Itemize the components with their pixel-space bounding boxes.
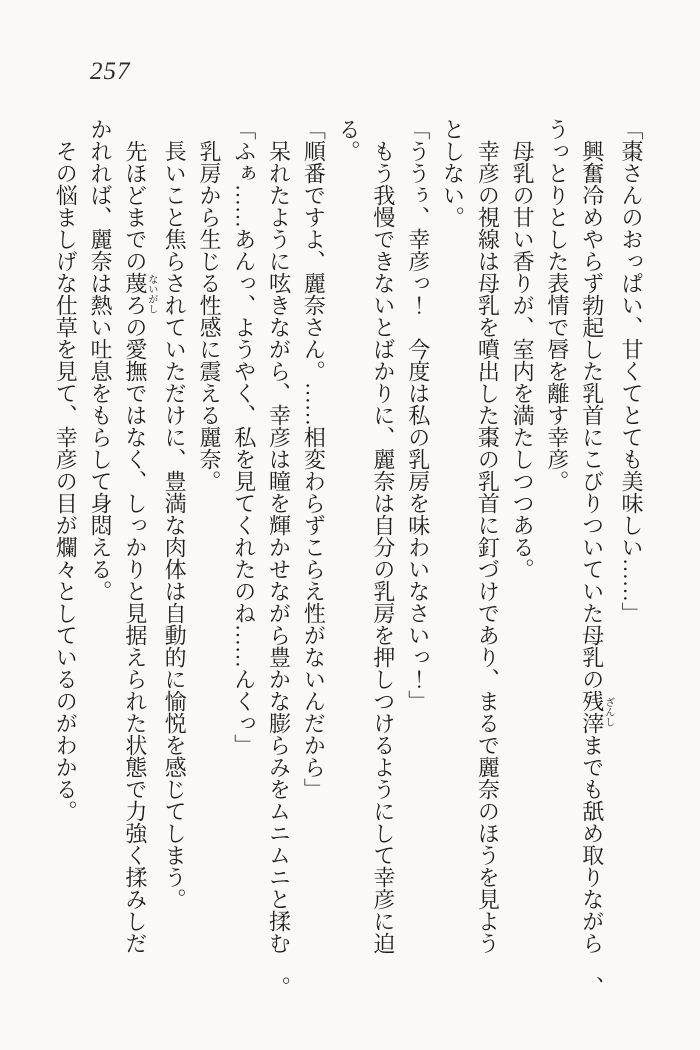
paragraph: 呆れたように呟きながら、幸彦は瞳を輝かせながら豊かな膨らみをムニムニと揉む。 [266,140,292,998]
paragraph: 長いこと焦らされていただけに、豊満な肉体は自動的に愉悦を感じてしまう。 [162,140,188,910]
furigana: ないがし [145,272,157,316]
paragraph: 「ううぅ、幸彦っ！ 今度は私の乳房を味わいなさいっ！」 [405,118,431,712]
paragraph: 「棗さんのおっぱい、甘くてとても美味しい……」 [619,118,644,624]
paragraph: もう我慢できないとばかりに、麗奈は自分の乳房を押しつけるようにして幸彦に迫る。 [336,118,396,954]
text-body [47,118,648,998]
paragraph: 「ふぁ……あんっ、ようやく、私を見てくれたのね……んくっ」 [231,118,257,756]
paragraph: 先ほどまでの蔑ろないがしの愛撫ではなく、しっかりと見据えられた状態で力強く揉みしだかれれば、麗奈は熱い吐息をもらして身悶える。 [88,118,157,954]
paragraph: その悩ましげな仕草を見て、幸彦の目が爛々としているのがわかる。 [53,140,79,822]
ruby-annotated-word: 残滓ざんし [579,690,614,734]
page-number: 257 [90,58,131,85]
ruby-annotated-word: 蔑ろないがし [122,272,157,316]
paragraph: 乳房から生じる性感に震える麗奈。 [196,140,222,492]
paragraph: 興奮冷めやらず勃起した乳首にこびりついていた母乳の残滓ざんしまでも舐め取りながら、うっとりとした表情で唇を離す幸彦。 [544,118,614,998]
paragraph: 「順番ですよ、麗奈さん。……相変わらずこらえ性がないんだから」 [301,118,327,800]
furigana: ざんし [602,690,614,734]
paragraph: 幸彦の視線は母乳を噴出した棗の乳首に釘づけであり、まるで麗奈のほうを見ようとしない。 [440,118,501,954]
paragraph: 母乳の甘い香りが、室内を満たしつつある。 [510,140,536,580]
